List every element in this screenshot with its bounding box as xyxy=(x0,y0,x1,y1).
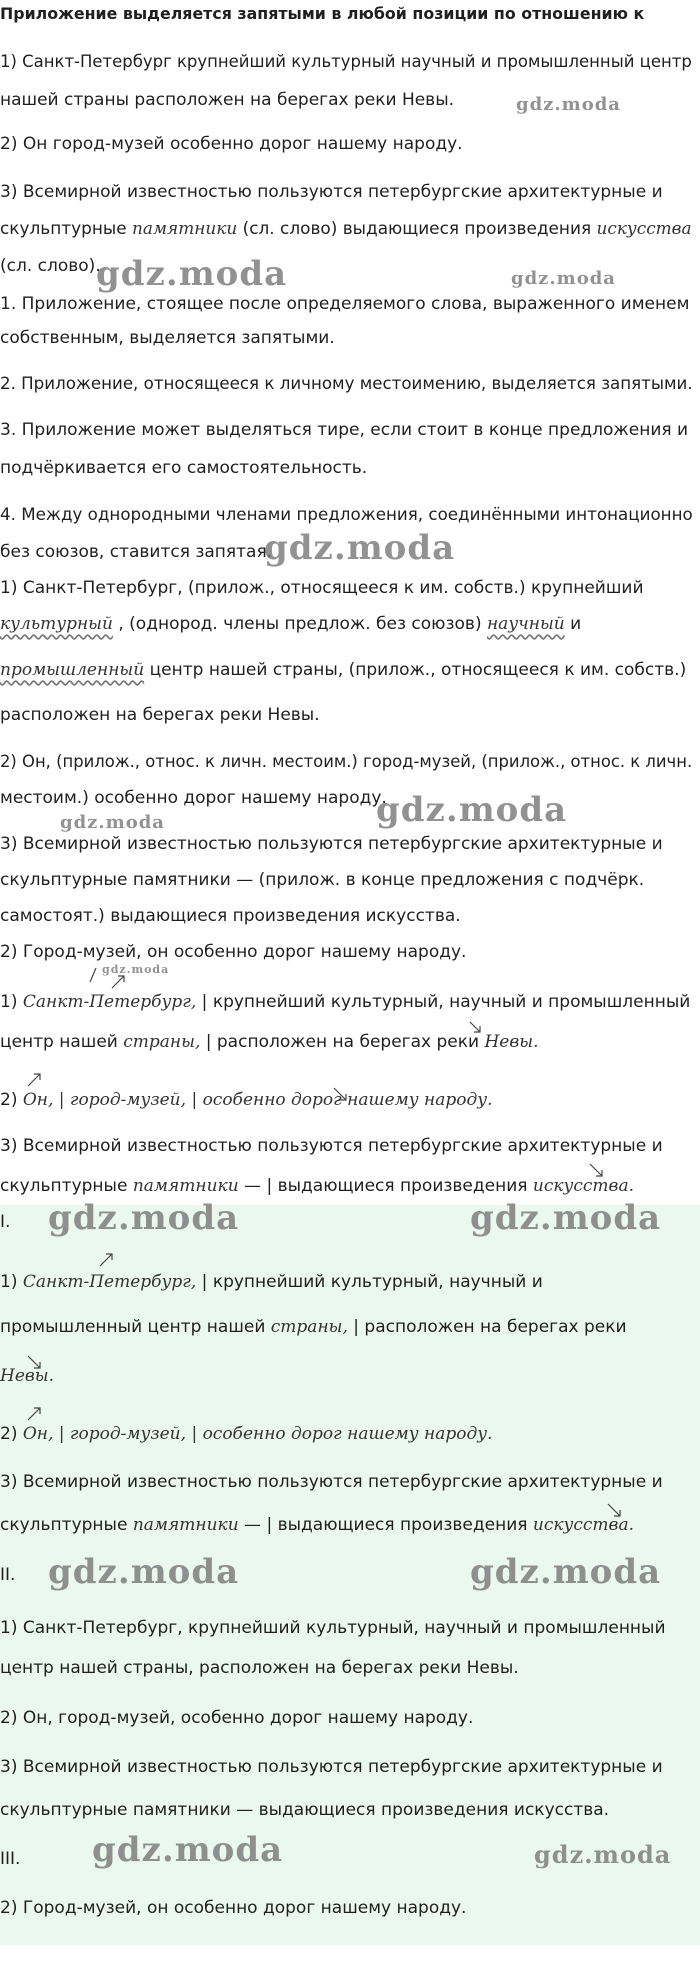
handwritten-word: искусства. xyxy=(532,1515,634,1535)
text-fragment: центр нашей страны, (прилож., относящееся к им. собств.) xyxy=(144,660,687,680)
analysis-1-cont2 xyxy=(0,660,686,680)
task-sentence-3: 3) Всемирной известностью пользуются петербургские архитектурные и xyxy=(0,182,663,202)
text-fragment: центр нашей xyxy=(0,1032,124,1052)
section1-line-3 xyxy=(0,1366,54,1386)
section2-line-4: 3) Всемирной известностью пользуются петербургские архитектурные и xyxy=(0,1757,663,1777)
rule-1-cont: собственным, выделяется запятыми. xyxy=(0,328,335,348)
task-sentence-1-cont: нашей страны расположен на берегах реки Невы. xyxy=(0,90,455,110)
handwritten-word: Санкт-Петербург, xyxy=(22,1272,197,1292)
section1-line-1 xyxy=(0,1272,543,1292)
handwritten-word: Невы. xyxy=(0,1366,55,1386)
handwritten-word: промышленный xyxy=(0,660,145,680)
rule-2: 2. Приложение, относящееся к личному местоимению, выделяется запятыми. xyxy=(0,374,693,394)
text-fragment: , (однород. члены предлож. без союзов) xyxy=(112,614,487,634)
text-fragment: скульптурные xyxy=(0,1176,133,1196)
falling-arrow-icon xyxy=(470,1022,480,1032)
section1-line-2 xyxy=(0,1317,627,1337)
watermark: gdz.moda xyxy=(470,1198,662,1238)
analysis-1-end: расположен на берегах реки Невы. xyxy=(0,705,320,725)
text-fragment: 2) xyxy=(0,1424,23,1444)
section1-line-5: 3) Всемирной известностью пользуются петербургские архитектурные и xyxy=(0,1472,663,1492)
text-fragment: 1) xyxy=(0,1272,23,1292)
rising-arrow-icon xyxy=(28,1074,40,1086)
text-fragment: (сл. слово) выдающиеся произведения xyxy=(237,219,597,239)
watermark: gdz.moda xyxy=(92,1830,284,1870)
task-sentence-3-cont xyxy=(0,219,692,239)
watermark: gdz.moda xyxy=(96,254,288,294)
watermark: gdz.moda xyxy=(60,812,165,833)
task-sentence-3-end: (сл. слово). xyxy=(0,256,101,276)
page-title: Приложение выделяется запятыми в любой позиции по отношению к xyxy=(0,4,645,23)
analysis-2: 2) Он, (прилож., относ. к личн. местоим.) город-музей, (прилож., относ. к личн. xyxy=(0,752,693,771)
rule-4-cont: без союзов, ставится запятая. xyxy=(0,542,273,562)
handwritten-word: Невы. xyxy=(484,1032,539,1052)
section1-line-4 xyxy=(0,1424,493,1444)
section2-line-2: центр нашей страны, расположен на берегах реки Невы. xyxy=(0,1658,519,1678)
watermark: gdz.moda xyxy=(264,528,456,568)
task-sentence-2: 2) Он город-музей особенно дорог нашему народу. xyxy=(0,134,463,154)
text-fragment: — | выдающиеся произведения xyxy=(238,1515,533,1535)
text-fragment: 1) xyxy=(0,992,23,1012)
watermark: gdz.moda xyxy=(511,268,616,289)
section-label-1: I. xyxy=(0,1212,11,1232)
text-fragment: скульптурные xyxy=(0,1515,133,1535)
handwritten-word: искусства. xyxy=(532,1176,634,1196)
scheme-3-cont xyxy=(0,1176,634,1196)
handwritten-word: культурный xyxy=(0,614,113,634)
watermark: gdz.moda xyxy=(102,963,170,976)
section2-line-1: 1) Санкт-Петербург, крупнейший культурный, научный и промышленный xyxy=(0,1618,666,1638)
handwritten-word: Он, | город-музей, | особенно дорог нашему народу. xyxy=(22,1424,493,1444)
rule-1: 1. Приложение, стоящее после определяемого слова, выраженного именем xyxy=(0,294,690,314)
handwritten-word: памятники xyxy=(132,1176,239,1196)
watermark: gdz.moda xyxy=(48,1552,240,1592)
text-fragment: и xyxy=(564,614,582,634)
handwritten-word: страны, xyxy=(123,1032,201,1052)
text-fragment: | расположен на берегах реки xyxy=(347,1317,627,1337)
watermark: gdz.moda xyxy=(48,1198,240,1238)
analysis-1-cont xyxy=(0,614,581,634)
text-fragment: 2) xyxy=(0,1090,23,1110)
text-fragment: промышленный центр нашей xyxy=(0,1317,271,1337)
handwritten-word: Он, | город-музей, | особенно дорог нашему народу. xyxy=(22,1090,493,1110)
section1-line-6 xyxy=(0,1515,634,1535)
handwritten-word: памятники xyxy=(132,219,238,239)
rule-4: 4. Между однородными членами предложения, соединёнными интонационно xyxy=(0,505,693,525)
rule-3: 3. Приложение может выделяться тире, если стоит в конце предложения и xyxy=(0,420,689,440)
section2-line-3: 2) Он, город-музей, особенно дорог нашему народу. xyxy=(0,1708,474,1728)
handwritten-word: памятники xyxy=(132,1515,239,1535)
text-fragment: скульптурные xyxy=(0,219,133,239)
section3-line-1: 2) Город-музей, он особенно дорог нашему народу. xyxy=(0,1898,467,1918)
analysis-3-end: самостоят.) выдающиеся произведения искусства. xyxy=(0,906,461,926)
analysis-1: 1) Санкт-Петербург, (прилож., относящееся к им. собств.) крупнейший xyxy=(0,578,644,598)
handwritten-word: Санкт-Петербург, xyxy=(22,992,197,1012)
pencil-tick-icon xyxy=(90,968,96,982)
text-fragment: — | выдающиеся произведения xyxy=(238,1176,533,1196)
rule-3-cont: подчёркивается его самостоятельность. xyxy=(0,458,368,478)
scheme-1-cont xyxy=(0,1032,538,1052)
analysis-3: 3) Всемирной известностью пользуются петербургские архитектурные и xyxy=(0,834,663,854)
scheme-3: 3) Всемирной известностью пользуются петербургские архитектурные и xyxy=(0,1136,663,1156)
analysis-2-cont: местоим.) особенно дорог нашему народу. xyxy=(0,788,387,808)
section-label-2: II. xyxy=(0,1565,16,1585)
watermark: gdz.moda xyxy=(470,1552,662,1592)
text-fragment: | крупнейший культурный, научный и xyxy=(196,1272,543,1292)
text-fragment: | крупнейший культурный, научный и промышленный xyxy=(196,992,691,1012)
watermark: gdz.moda xyxy=(376,790,568,830)
section-label-3: III. xyxy=(0,1849,21,1869)
handwritten-word: страны, xyxy=(270,1317,348,1337)
task-sentence-1: 1) Санкт-Петербург крупнейший культурный научный и промышленный центр xyxy=(0,52,692,72)
analysis-4: 2) Город-музей, он особенно дорог нашему народу. xyxy=(0,942,467,962)
rising-arrow-icon xyxy=(112,976,124,988)
section2-line-5: скульптурные памятники — выдающиеся произведения искусства. xyxy=(0,1800,610,1820)
handwritten-word: научный xyxy=(486,614,565,634)
watermark: gdz.moda xyxy=(516,94,621,115)
analysis-3-cont: скульптурные памятники — (прилож. в конце предложения с подчёрк. xyxy=(0,870,645,890)
text-fragment: | расположен на берегах реки xyxy=(200,1032,485,1052)
falling-arrow-icon xyxy=(590,1164,602,1176)
handwritten-word: искусства xyxy=(596,219,692,239)
scheme-2 xyxy=(0,1090,493,1110)
watermark: gdz.moda xyxy=(534,1840,672,1869)
scheme-1 xyxy=(0,992,690,1012)
